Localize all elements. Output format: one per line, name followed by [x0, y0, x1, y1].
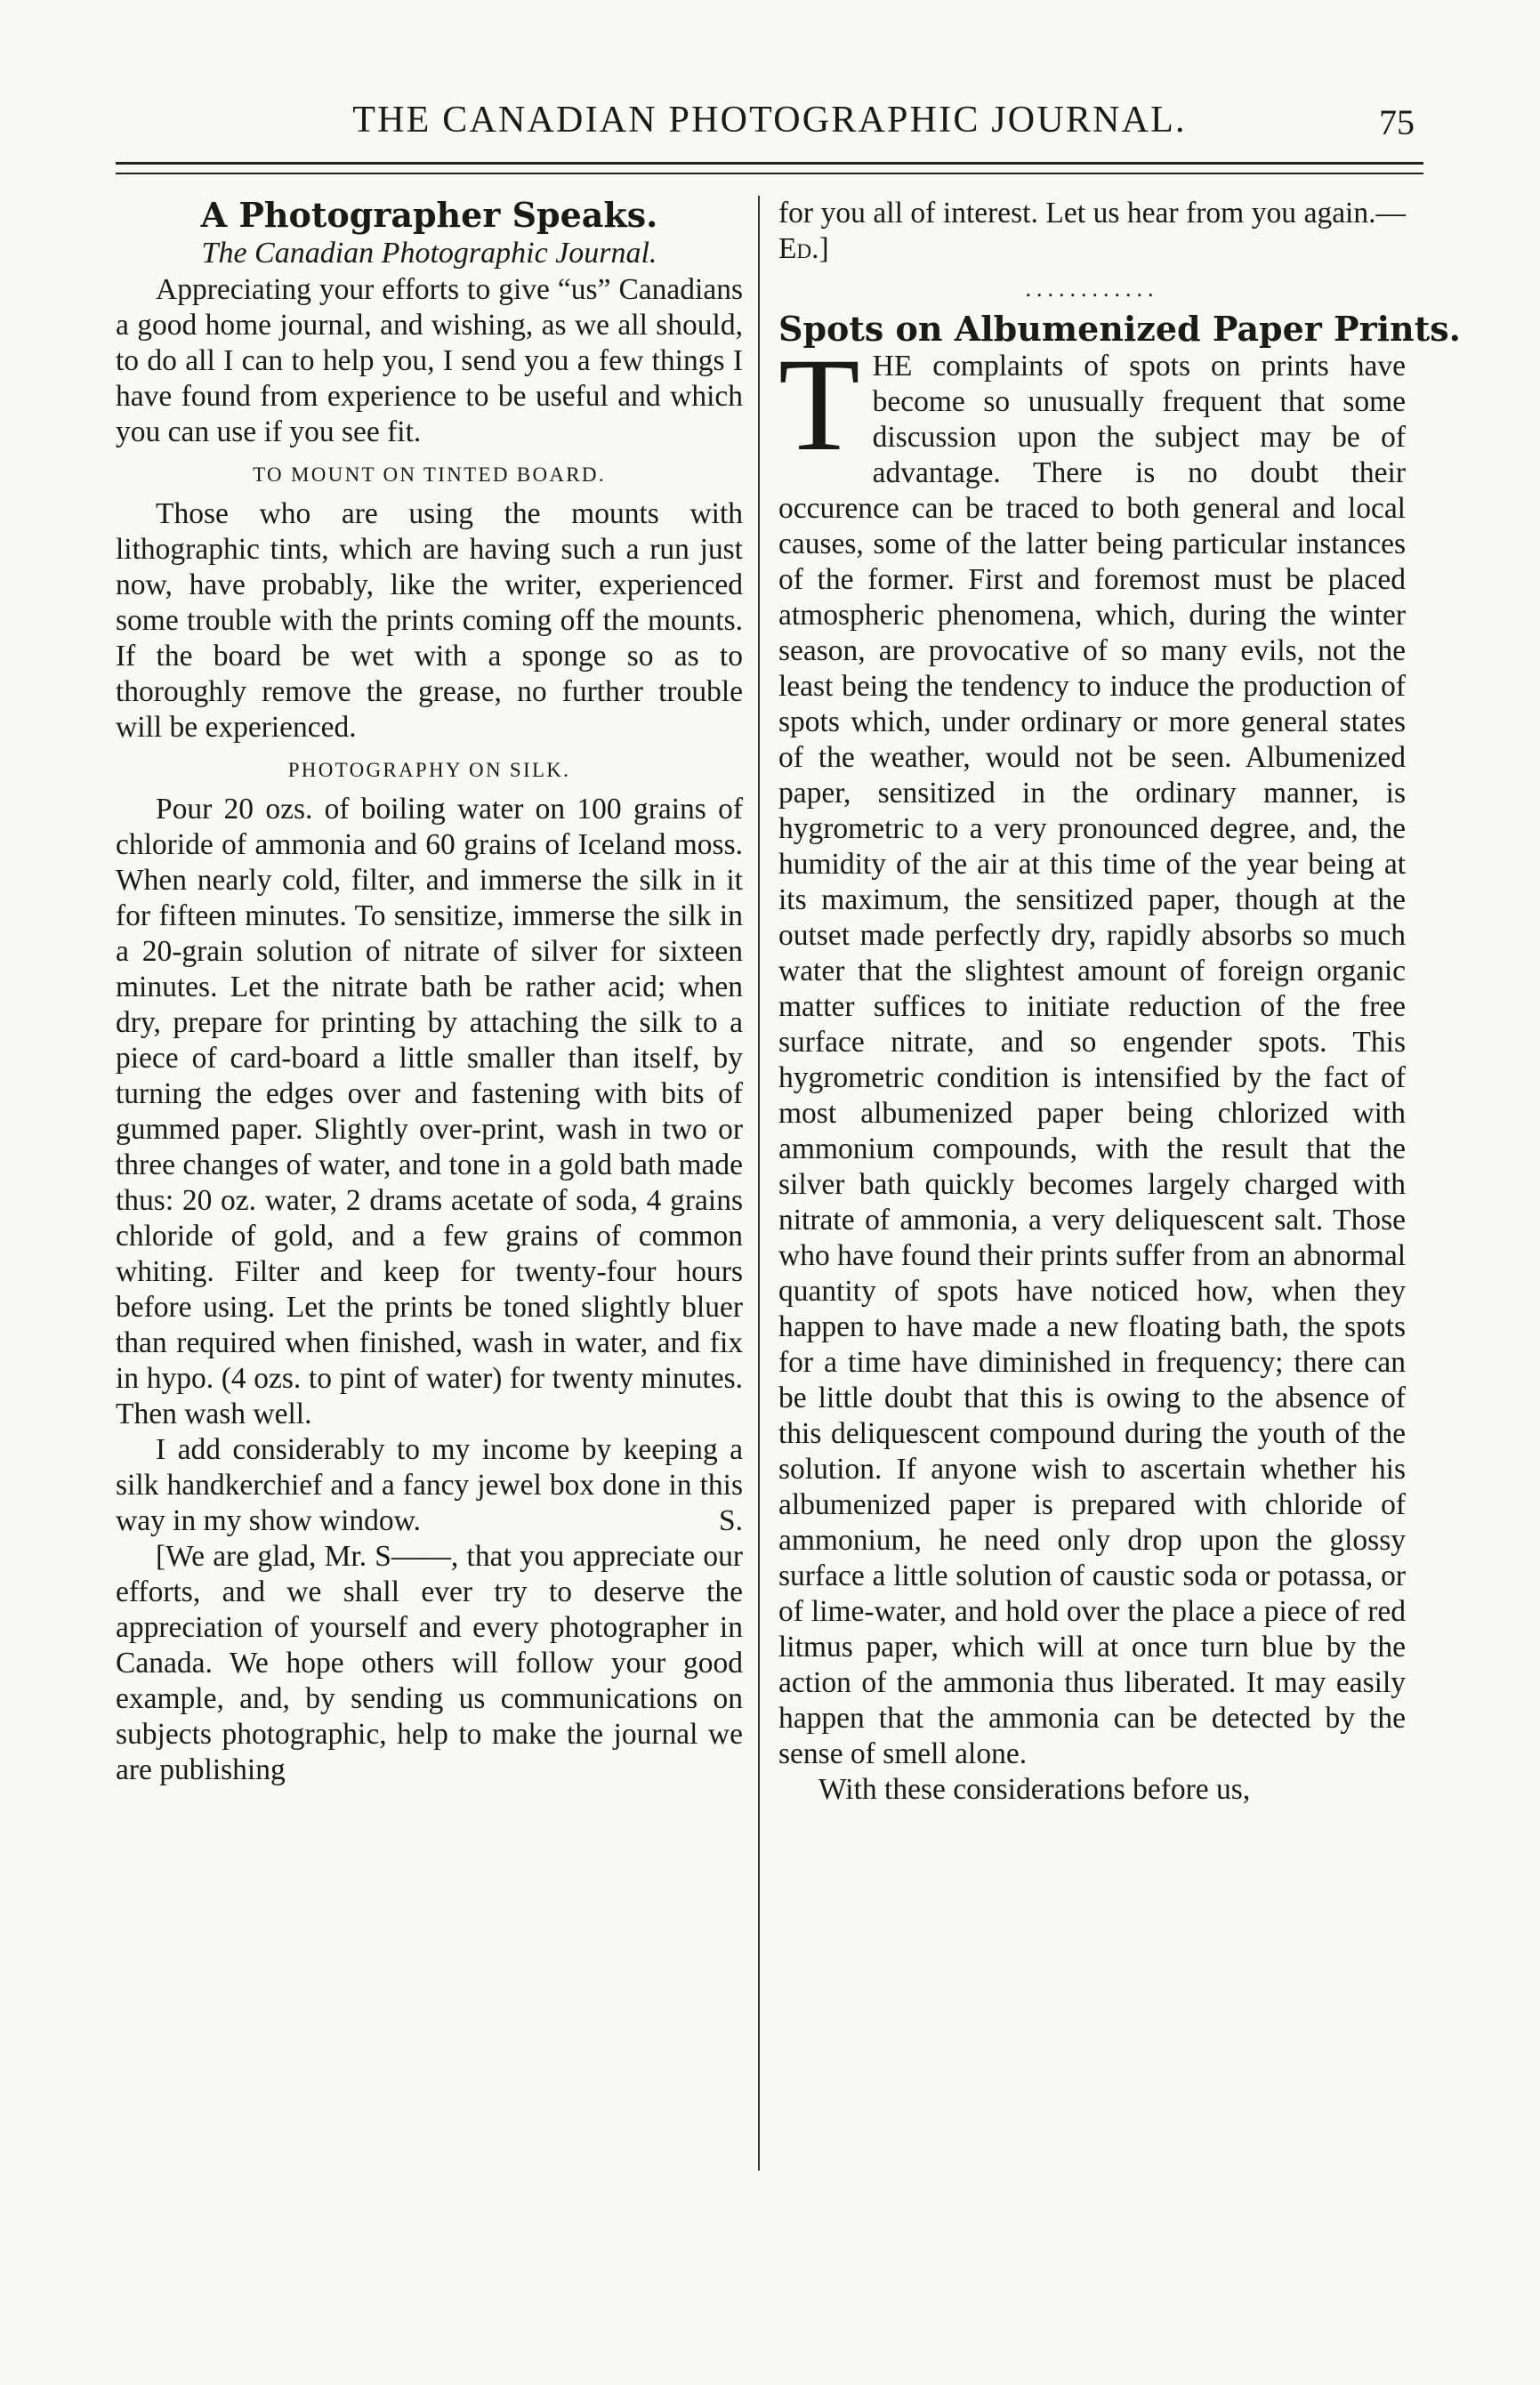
- journal-title: THE CANADIAN PHOTOGRAPHIC JOURNAL.: [352, 100, 1187, 141]
- considerations-paragraph: With these considerations before us,: [818, 1773, 1251, 1806]
- drop-cap: T: [778, 331, 860, 479]
- header-rule-top: [116, 162, 1423, 165]
- editor-signature: Ed.: [778, 232, 819, 265]
- income-paragraph: [116, 1432, 743, 1539]
- intro-paragraph: Appreciating your efforts to give “us” Canadians a good home journal, and wishing, as we all should, to do all I can to help you, I send you a few things I have found from experience to be useful and which you can use if you see fit.: [116, 273, 743, 448]
- editor-note-paragraph: [We are glad, Mr. S——, that you appreciate our efforts, and we shall ever try to deserve the appreciation of yourself and every photographer in Canada. We hope others will follow your good example, and, by sending us communications on subjects photographic, help to make the journal we are publishing: [116, 1540, 743, 1786]
- section-separator: ............: [1025, 276, 1159, 302]
- article-title-albumenized-spots: Spots on Albumenized Paper Prints.: [778, 309, 1461, 349]
- editor-note-continuation: [778, 196, 1406, 267]
- silk-paragraph: Pour 20 ozs. of boiling water on 100 grains of chloride of ammonia and 60 grains of Iceland moss. When nearly cold, filter, and immerse the silk in it for fifteen minutes. To sensitize, immerse the silk in a 20-grain solution of nitrate of silver for sixteen minutes. Let the nitrate bath be rather acid; when dry, prepare for printing by attaching the silk to a piece of card-board a little smaller than itself, by turning the edges over and fastening with bits of gummed paper. Slightly over-print, wash in two or three changes of water, and tone in a gold bath made thus: 20 oz. water, 2 drams acetate of soda, 4 grains chloride of gold, and a few grains of common whiting. Filter and keep for twenty-four hours before using. Let the prints be toned slightly bluer than required when finished, wash in water, and fix in hypo. (4 ozs. to pint of water) for twenty minutes. Then wash well.: [116, 793, 743, 1430]
- running-head: [116, 89, 1423, 151]
- editor-note-closing-bracket: ]: [818, 232, 829, 265]
- article-title-photographer-speaks: A Photographer Speaks.: [200, 195, 658, 235]
- left-column: [116, 196, 743, 2171]
- right-column: [778, 196, 1461, 2171]
- section-heading-tinted-board: TO MOUNT ON TINTED BOARD.: [253, 463, 606, 486]
- page-number: 75: [1379, 102, 1415, 142]
- income-text: I add considerably to my income by keeping a silk handkerchief and a fancy jewel box done in this way in my show window.: [116, 1433, 743, 1537]
- column-divider: [758, 196, 760, 2171]
- editor-note-continued-text: for you all of interest. Let us hear from you again.—: [778, 197, 1406, 230]
- spots-paragraph-text: HE complaints of spots on prints have become so unusually frequent that some discussion upon the subject may be of advantage. There is no doubt their occurence can be traced to both general and local causes, some of the latter being particular instances of the former. First and foremost must be placed atmospheric phenomena, which, during the winter season, are provocative of so many evils, not the least being the tendency to induce the production of spots which, under ordinary or more general states of the weather, would not be seen. Albumenized paper, sensitized in the ordinary manner, is hygrometric to a very pronounced degree, and, the humidity of the air at this time of the year being at its maximum, the sensitized paper, though at the outset made perfectly dry, rapidly absorbs so much water that the slightest amount of foreign organic matter suffices to initiate reduction of the free surface nitrate, and so engender spots. This hygrometric condition is intensified by the fact of most albumenized paper being chlorized with ammonium compounds, with the result that the silver bath quickly becomes largely charged with nitrate of ammonia, a very deliquescent salt. Those who have found their prints suffer from an abnormal quantity of spots have noticed how, when they happen to have made a new floating bath, the spots for a time have diminished in frequency; there can be little doubt that this is owing to the absence of this deliquescent compound during the youth of the solution. If anyone wish to ascertain whether his albumenized paper is prepared with chloride of ammonium, he need only drop upon the glossy surface a little solution of caustic soda or potassa, or of lime-water, and hold over the place a piece of red litmus paper, which will at once turn blue by the action of the ammonia thus liberated. It may easily happen that the ammonia can be detected by the sense of smell alone.: [778, 350, 1406, 1770]
- header-rule-bottom: [116, 173, 1423, 174]
- spots-paragraph: [778, 331, 1406, 1772]
- section-heading-silk: PHOTOGRAPHY ON SILK.: [287, 759, 571, 781]
- article-subtitle: The Canadian Photographic Journal.: [201, 237, 657, 270]
- author-signature: S.: [718, 1504, 743, 1537]
- tinted-board-paragraph: Those who are using the mounts with lithographic tints, which are having such a run just now, have probably, like the writer, experienced some trouble with the prints coming off the mounts. If the board be wet with a sponge so as to thoroughly remove the grease, no further trouble will be experienced.: [116, 497, 743, 744]
